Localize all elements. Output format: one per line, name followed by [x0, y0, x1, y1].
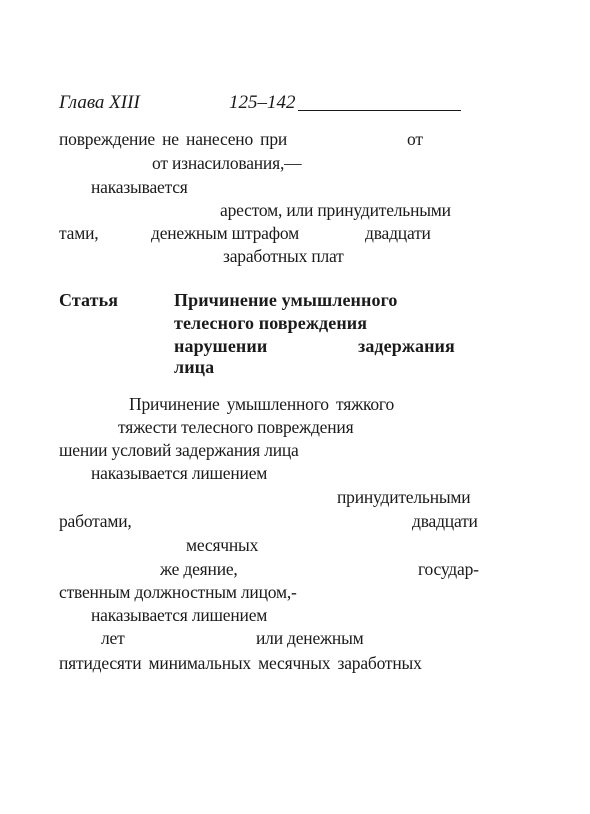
fragment-line: заработных плат — [223, 246, 344, 266]
article-title-line: лица — [174, 357, 215, 377]
page-range: 125–142 — [229, 92, 296, 113]
fragment-line: денежным штрафом — [151, 223, 299, 243]
body-line: месячных — [186, 535, 259, 555]
body-line: или денежным — [256, 628, 364, 648]
body-line: наказывается лишением — [91, 463, 268, 483]
fragment-line: повреждение не нанесено при — [59, 129, 288, 149]
article-title-line: Причинение умышленного — [174, 290, 398, 310]
body-line: государ- — [418, 559, 479, 579]
article-title-line: задержания — [358, 336, 455, 356]
article-title-line: телесного повреждения — [174, 313, 368, 333]
body-line: принудительными — [337, 487, 471, 507]
fragment-line: наказывается — [91, 177, 188, 197]
body-line: же деяние, — [160, 559, 238, 579]
fragment-line: двадцати — [365, 223, 431, 243]
body-line: тяжести телесного повреждения — [118, 417, 354, 437]
fragment-line: от изнасилования,— — [152, 153, 302, 173]
header-rule — [298, 110, 461, 111]
chapter-label: Глава XIII — [59, 92, 140, 113]
article-title-line: нарушении — [174, 336, 268, 356]
body-line: ственным должностным лицом,- — [59, 582, 297, 602]
fragment-line: арестом, или принудительными — [220, 200, 451, 220]
body-line: работами, — [59, 511, 132, 531]
fragment-line: от — [407, 129, 423, 149]
body-line: Причинение умышленного тяжкого — [129, 394, 395, 414]
fragment-line: тами, — [59, 223, 99, 243]
body-line: лет — [101, 628, 125, 648]
article-label: Статья — [59, 290, 119, 310]
body-line: шении условий задержания лица — [59, 440, 299, 460]
body-line: пятидесяти минимальных месячных заработных — [59, 653, 422, 673]
body-line: двадцати — [412, 511, 478, 531]
body-line: наказывается лишением — [91, 605, 268, 625]
